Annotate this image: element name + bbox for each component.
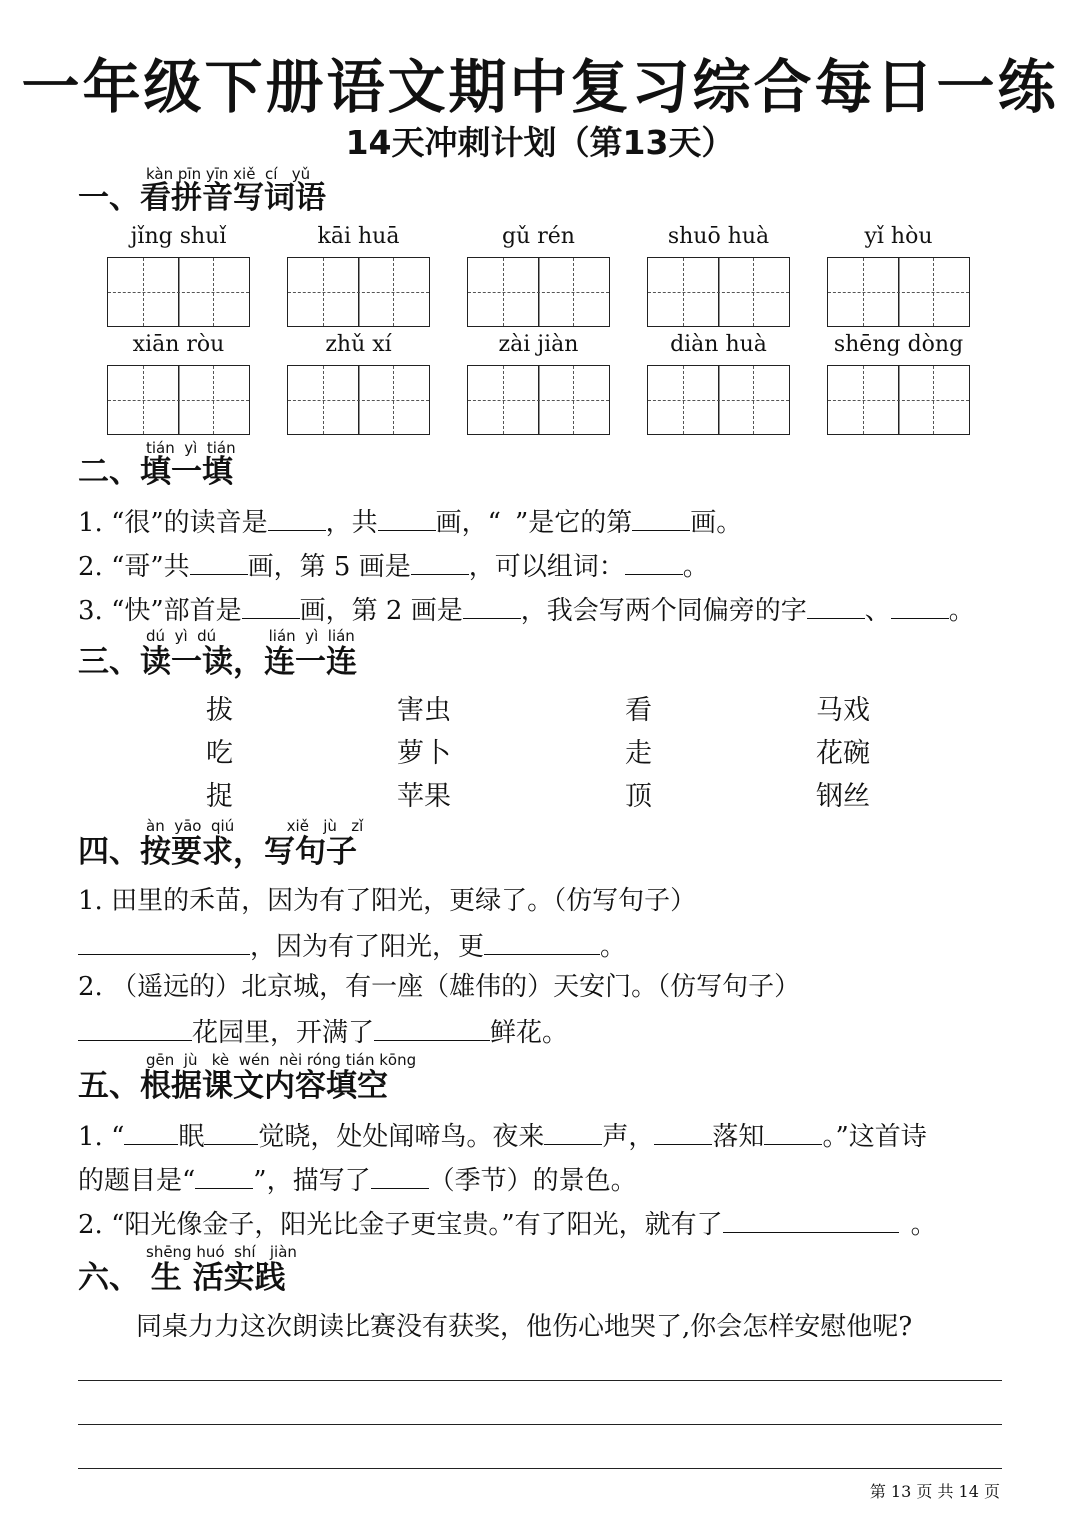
pinyin-label: shuō huà — [667, 224, 770, 249]
match-word[interactable]: 钢丝 — [816, 781, 870, 812]
section-1-pinyin: kàn pīn yīn xiě cí yǔ — [146, 165, 311, 183]
pinyin-label: zài jiàn — [498, 332, 579, 357]
fill-blank[interactable] — [654, 1118, 712, 1145]
match-word[interactable]: 走 — [625, 738, 652, 769]
writing-box[interactable] — [647, 365, 790, 435]
fill-blank[interactable] — [632, 504, 690, 531]
fill-blank[interactable] — [544, 1118, 602, 1145]
question-4-1-answer: ，因为有了阳光，更 。 — [78, 928, 626, 964]
section-6-heading: 六、 生 活实践 — [78, 1260, 286, 1296]
fill-blank[interactable] — [891, 592, 949, 619]
writing-box[interactable] — [287, 257, 430, 327]
pinyin-label: jǐng shuǐ — [130, 224, 227, 249]
writing-box[interactable] — [107, 365, 250, 435]
fill-blank[interactable] — [190, 548, 248, 575]
question-5-2: 2. “阳光像金子，阳光比金子更宝贵。”有了阳光，就有了 。 — [78, 1206, 937, 1242]
question-2-2: 2. “哥”共 画，第 5 画是 ，可以组词： 。 — [78, 548, 709, 584]
fill-blank[interactable] — [484, 928, 600, 955]
fill-blank[interactable] — [371, 1162, 429, 1189]
writing-box[interactable] — [287, 365, 430, 435]
answer-line[interactable] — [78, 1468, 1002, 1469]
match-word[interactable]: 苹果 — [397, 781, 451, 812]
section-3-heading: 三、读一读，连一连 — [78, 644, 357, 680]
page-number: 第 13 页 共 14 页 — [869, 1482, 1000, 1501]
section-2-pinyin: tián yì tián — [146, 439, 236, 457]
question-5-1-cont: 的题目是“ ”，描写了 （季节）的景色。 — [78, 1162, 637, 1198]
section-6-pinyin: shēng huó shí jiàn — [146, 1243, 297, 1261]
question-4-2-answer: 花园里，开满了 鲜花。 — [78, 1014, 568, 1050]
pinyin-label: xiān ròu — [132, 332, 225, 357]
pinyin-label: gǔ rén — [502, 224, 575, 249]
fill-blank[interactable] — [204, 1118, 258, 1145]
match-word[interactable]: 捉 — [206, 781, 233, 812]
writing-box[interactable] — [107, 257, 250, 327]
fill-blank[interactable] — [463, 592, 521, 619]
answer-line[interactable] — [78, 1380, 1002, 1381]
question-2-3: 3. “快”部首是 画，第 2 画是 ，我会写两个同偏旁的字 、 。 — [78, 592, 975, 628]
question-6-prompt: 同桌力力这次朗读比赛没有获奖，他伤心地哭了,你会怎样安慰他呢? — [136, 1312, 913, 1342]
writing-box[interactable] — [827, 365, 970, 435]
fill-blank[interactable] — [625, 548, 683, 575]
section-5-pinyin: gēn jù kè wén nèi róng tián kōng — [146, 1051, 417, 1069]
question-4-1: 1. 田里的禾苗，因为有了阳光，更绿了。（仿写句子） — [78, 886, 697, 916]
match-word[interactable]: 马戏 — [816, 695, 870, 726]
page-subtitle: 14天冲刺计划（第13天） — [345, 123, 735, 162]
answer-line[interactable] — [78, 1424, 1002, 1425]
match-word[interactable]: 拔 — [206, 695, 233, 726]
writing-box[interactable] — [827, 257, 970, 327]
question-4-2: 2. （遥远的）北京城，有一座（雄伟的）天安门。（仿写句子） — [78, 972, 801, 1002]
fill-blank[interactable] — [764, 1118, 822, 1145]
fill-blank[interactable] — [242, 592, 300, 619]
writing-box[interactable] — [467, 257, 610, 327]
match-word[interactable]: 花碗 — [816, 738, 870, 769]
match-word[interactable]: 顶 — [625, 781, 652, 812]
fill-blank[interactable] — [374, 1014, 490, 1041]
match-word[interactable]: 萝卜 — [397, 738, 451, 769]
question-5-1: 1. “ 眠 觉晓，处处闻啼鸟。夜来 声， 落知 。”这首诗 — [78, 1118, 927, 1154]
pinyin-label: shēng dòng — [833, 332, 964, 357]
section-3-pinyin: dú yì dú lián yì lián — [146, 627, 355, 645]
match-word[interactable]: 吃 — [206, 738, 233, 769]
section-1-heading: 一、看拼音写词语 — [78, 180, 326, 216]
fill-blank[interactable] — [807, 592, 865, 619]
pinyin-label: yǐ hòu — [864, 224, 933, 249]
fill-blank[interactable] — [195, 1162, 253, 1189]
pinyin-label: diàn huà — [670, 332, 767, 357]
fill-blank[interactable] — [723, 1206, 899, 1233]
fill-blank[interactable] — [378, 504, 436, 531]
pinyin-label: zhǔ xí — [325, 332, 392, 357]
section-5-heading: 五、根据课文内容填空 — [78, 1068, 388, 1104]
fill-blank[interactable] — [78, 928, 250, 955]
fill-blank[interactable] — [78, 1014, 192, 1041]
match-word[interactable]: 害虫 — [397, 695, 451, 726]
section-4-pinyin: àn yāo qiú xiě jù zǐ — [146, 817, 364, 835]
fill-blank[interactable] — [411, 548, 469, 575]
page-title: 一年级下册语文期中复习综合每日一练 — [21, 53, 1059, 121]
writing-box[interactable] — [647, 257, 790, 327]
question-2-1: 1. “很”的读音是 ，共 画，“ ”是它的第 画。 — [78, 504, 742, 540]
fill-blank[interactable] — [268, 504, 326, 531]
section-2-heading: 二、填一填 — [78, 454, 233, 490]
writing-box[interactable] — [467, 365, 610, 435]
pinyin-label: kāi huā — [317, 224, 400, 249]
match-word[interactable]: 看 — [625, 695, 652, 726]
section-4-heading: 四、按要求，写句子 — [78, 834, 357, 870]
fill-blank[interactable] — [124, 1118, 178, 1145]
